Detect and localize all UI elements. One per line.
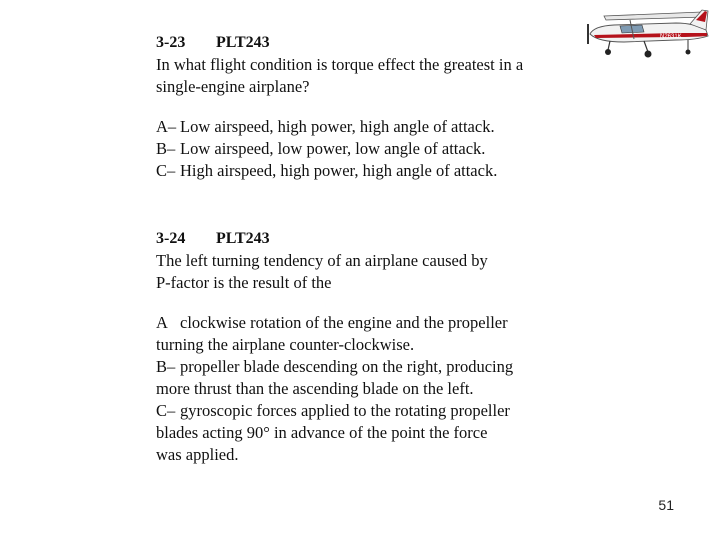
option-text: High airspeed, high power, high angle of attack. — [180, 161, 498, 180]
airplane-illustration — [584, 6, 714, 60]
option-label: B– — [156, 357, 176, 376]
question-text-line: P-factor is the result of the — [156, 273, 332, 292]
option-text-continuation: was applied. — [156, 445, 239, 464]
question-text-line: The left turning tendency of an airplane caused by — [156, 251, 488, 270]
question-text-line: In what flight condition is torque effect the greatest in a — [156, 55, 524, 74]
answer-option-b — [156, 356, 513, 378]
answer-option-a — [156, 116, 523, 138]
question-number: 3-23 — [156, 34, 186, 51]
page-number: 51 — [658, 497, 674, 513]
answer-options — [156, 116, 523, 182]
registration-text: N2631K — [660, 34, 682, 40]
option-text: Low airspeed, low power, low angle of attack. — [180, 139, 486, 158]
airplane-icon — [587, 10, 708, 58]
option-label: C– — [156, 161, 176, 180]
answer-options — [156, 312, 513, 466]
option-label: B– — [156, 139, 176, 158]
question-header — [156, 32, 523, 54]
answer-option-c — [156, 160, 523, 182]
option-text: propeller blade descending on the right, producing — [180, 357, 514, 376]
option-text: Low airspeed, high power, high angle of attack. — [180, 117, 495, 136]
answer-option-a — [156, 312, 513, 334]
option-text-continuation: more thrust than the ascending blade on the left. — [156, 379, 474, 398]
question-code: PLT243 — [216, 230, 270, 247]
option-text-continuation: blades acting 90° in advance of the point the force — [156, 423, 488, 442]
option-label: A– — [156, 117, 177, 136]
option-text: gyroscopic forces applied to the rotating propeller — [180, 401, 510, 420]
option-label: A — [156, 313, 168, 332]
question-header — [156, 228, 513, 250]
option-text: clockwise rotation of the engine and the propeller — [180, 313, 508, 332]
option-label: C– — [156, 401, 176, 420]
question-code: PLT243 — [216, 34, 270, 51]
question-3-23 — [156, 32, 523, 182]
option-text-continuation: turning the airplane counter-clockwise. — [156, 335, 415, 354]
answer-option-b — [156, 138, 523, 160]
question-number: 3-24 — [156, 230, 186, 247]
answer-option-c — [156, 400, 513, 422]
question-3-24 — [156, 228, 513, 466]
question-text-line: single-engine airplane? — [156, 77, 310, 96]
